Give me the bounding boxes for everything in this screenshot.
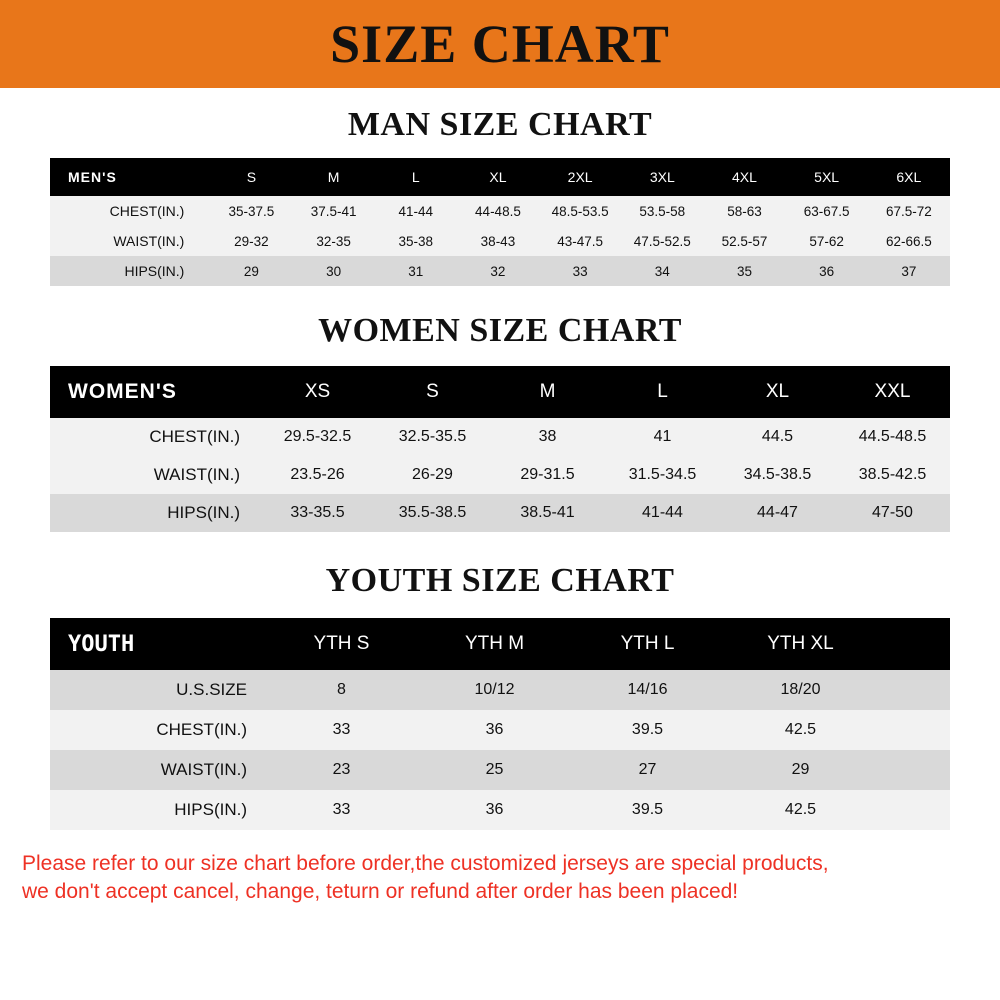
women-cell-1-5: 38.5-42.5 [835,456,950,494]
youth-cell-0-2: 14/16 [571,670,724,710]
women-cell-1-4: 34.5-38.5 [720,456,835,494]
youth-cell-3-3: 42.5 [724,790,877,830]
youth-cell-2-3: 29 [724,750,877,790]
table-row [50,196,950,226]
man-cell-1-3: 38-43 [457,226,539,256]
youth-cell-3-1: 36 [418,790,571,830]
youth-cell-3-0: 33 [265,790,418,830]
man-cell-2-0: 29 [210,256,292,286]
youth-cell-2-0: 23 [265,750,418,790]
youth-cell-2-2: 27 [571,750,724,790]
man-col-1: M [293,158,375,196]
footer-note-line-2: we don't accept cancel, change, teturn or refund after order has been placed! [22,880,739,904]
women-cell-1-0: 23.5-26 [260,456,375,494]
man-cell-2-7: 36 [786,256,868,286]
youth-cell-1-2: 39.5 [571,710,724,750]
youth-table-body [50,670,950,830]
women-cell-0-1: 32.5-35.5 [375,418,490,456]
footer-note [22,850,978,907]
youth-row-0-label: U.S.SIZE [50,670,265,710]
man-table-body [50,196,950,286]
youth-table-corner: YOUTH [50,618,265,670]
women-cell-1-2: 29-31.5 [490,456,605,494]
man-table-corner: MEN'S [50,158,210,196]
man-cell-2-1: 30 [293,256,375,286]
youth-cell-3-spacer [877,790,950,830]
table-row [50,256,950,286]
man-cell-0-0: 35-37.5 [210,196,292,226]
man-cell-2-8: 37 [868,256,950,286]
women-cell-1-3: 31.5-34.5 [605,456,720,494]
women-cell-2-0: 33-35.5 [260,494,375,532]
youth-col-0: YTH S [265,618,418,670]
youth-cell-2-1: 25 [418,750,571,790]
man-table-header [50,158,950,196]
women-cell-2-5: 47-50 [835,494,950,532]
man-col-2: L [375,158,457,196]
youth-size-table [50,618,950,830]
women-cell-0-2: 38 [490,418,605,456]
man-cell-0-5: 53.5-58 [621,196,703,226]
youth-row-2-label: WAIST(IN.) [50,750,265,790]
man-cell-0-3: 44-48.5 [457,196,539,226]
youth-col-3: YTH XL [724,618,877,670]
women-row-2-label: HIPS(IN.) [50,494,260,532]
women-table-header [50,366,950,418]
table-header-row [50,158,950,196]
women-cell-2-4: 44-47 [720,494,835,532]
man-cell-1-7: 57-62 [786,226,868,256]
women-col-4: XL [720,366,835,418]
footer-note-line-1: Please refer to our size chart before order,the customized jerseys are special products, [22,852,829,875]
man-cell-1-0: 29-32 [210,226,292,256]
table-row [50,670,950,710]
table-header-row [50,366,950,418]
women-col-1: S [375,366,490,418]
table-row [50,226,950,256]
man-cell-2-4: 33 [539,256,621,286]
man-cell-1-8: 62-66.5 [868,226,950,256]
man-cell-1-6: 52.5-57 [703,226,785,256]
women-cell-0-5: 44.5-48.5 [835,418,950,456]
youth-table-header [50,618,950,670]
man-cell-0-1: 37.5-41 [293,196,375,226]
man-cell-1-4: 43-47.5 [539,226,621,256]
youth-cell-0-3: 18/20 [724,670,877,710]
youth-cell-0-0: 8 [265,670,418,710]
table-row [50,790,950,830]
man-cell-1-5: 47.5-52.5 [621,226,703,256]
man-row-2-label: HIPS(IN.) [50,256,210,286]
page-title: SIZE CHART [330,14,670,74]
man-cell-1-1: 32-35 [293,226,375,256]
women-size-table [50,366,950,532]
man-cell-0-4: 48.5-53.5 [539,196,621,226]
women-row-0-label: CHEST(IN.) [50,418,260,456]
man-size-table [50,158,950,286]
man-section-title: MAN SIZE CHART [347,106,653,143]
youth-cell-1-spacer [877,710,950,750]
women-cell-2-3: 41-44 [605,494,720,532]
youth-col-1: YTH M [418,618,571,670]
man-cell-2-3: 32 [457,256,539,286]
man-cell-2-5: 34 [621,256,703,286]
man-cell-0-2: 41-44 [375,196,457,226]
man-cell-2-6: 35 [703,256,785,286]
table-row [50,750,950,790]
man-col-3: XL [457,158,539,196]
youth-row-1-label: CHEST(IN.) [50,710,265,750]
man-col-8: 6XL [868,158,950,196]
man-col-5: 3XL [621,158,703,196]
women-col-0: XS [260,366,375,418]
youth-cell-1-1: 36 [418,710,571,750]
youth-col-spacer [877,618,950,670]
youth-cell-1-3: 42.5 [724,710,877,750]
table-row [50,710,950,750]
man-col-4: 2XL [539,158,621,196]
women-cell-2-2: 38.5-41 [490,494,605,532]
women-section-title: WOMEN SIZE CHART [318,312,682,349]
women-table-corner: WOMEN'S [50,366,260,418]
table-row [50,418,950,456]
youth-cell-1-0: 33 [265,710,418,750]
youth-cell-3-2: 39.5 [571,790,724,830]
women-cell-1-1: 26-29 [375,456,490,494]
man-row-1-label: WAIST(IN.) [50,226,210,256]
youth-row-3-label: HIPS(IN.) [50,790,265,830]
youth-cell-2-spacer [877,750,950,790]
youth-col-2: YTH L [571,618,724,670]
women-col-5: XXL [835,366,950,418]
women-cell-0-3: 41 [605,418,720,456]
man-cell-1-2: 35-38 [375,226,457,256]
table-row [50,494,950,532]
youth-section-title: YOUTH SIZE CHART [325,562,675,599]
man-row-0-label: CHEST(IN.) [50,196,210,226]
man-col-6: 4XL [703,158,785,196]
man-col-0: S [210,158,292,196]
women-col-2: M [490,366,605,418]
women-cell-2-1: 35.5-38.5 [375,494,490,532]
man-col-7: 5XL [786,158,868,196]
table-row [50,456,950,494]
man-cell-0-6: 58-63 [703,196,785,226]
youth-cell-0-spacer [877,670,950,710]
youth-cell-0-1: 10/12 [418,670,571,710]
women-col-3: L [605,366,720,418]
man-cell-0-7: 63-67.5 [786,196,868,226]
man-cell-0-8: 67.5-72 [868,196,950,226]
man-cell-2-2: 31 [375,256,457,286]
women-table-body [50,418,950,532]
table-header-row [50,618,950,670]
women-cell-0-0: 29.5-32.5 [260,418,375,456]
page-banner [0,0,1000,88]
women-cell-0-4: 44.5 [720,418,835,456]
women-row-1-label: WAIST(IN.) [50,456,260,494]
